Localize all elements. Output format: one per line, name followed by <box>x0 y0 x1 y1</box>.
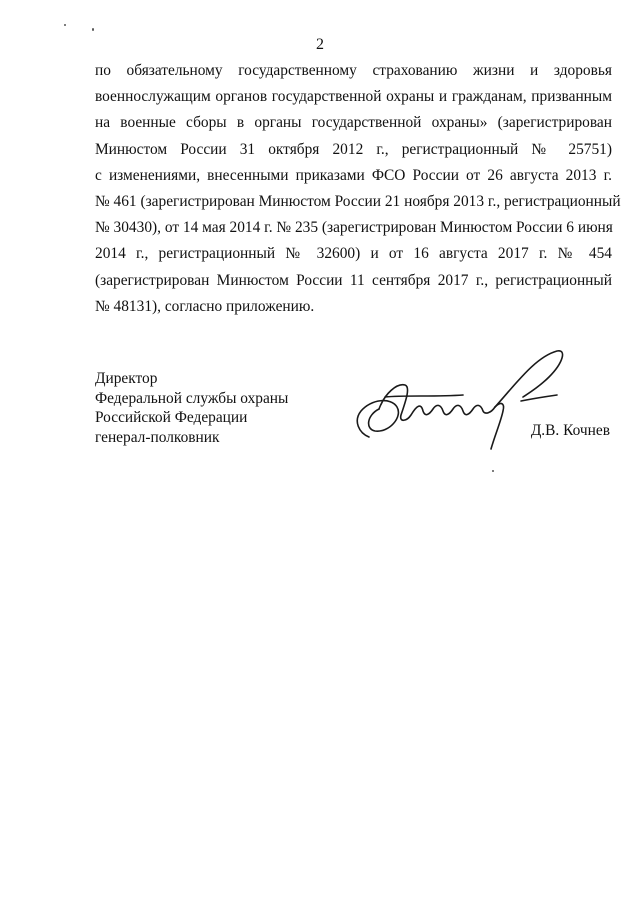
signatory-position-line: Директор <box>95 370 158 387</box>
signatory-position-line: Российской Федерации <box>95 409 248 426</box>
page-number: 2 <box>316 36 324 53</box>
body-line: военнослужащим органов государственной охраны и гражданам, призванным <box>95 88 612 106</box>
signature-stroke <box>357 401 398 437</box>
scan-speck <box>92 28 94 31</box>
signatory-position <box>95 369 288 447</box>
body-line: на военные сборы в органы государственной охраны» (зарегистрирован <box>95 114 612 132</box>
signature-stroke <box>379 385 495 421</box>
body-line: с изменениями, внесенными приказами ФСО России от 26 августа 2013 г. <box>95 166 612 184</box>
body-line: (зарегистрирован Минюстом России 11 сентября 2017 г., регистрационный <box>95 271 612 289</box>
signature-stroke <box>495 351 563 407</box>
body-line: 2014 г., регистрационный № 32600) и от 16 августа 2017 г. № 454 <box>95 245 612 263</box>
signature-stroke <box>385 395 463 397</box>
body-paragraph <box>95 58 621 320</box>
body-line: № 461 (зарегистрирован Минюстом России 21 ноября 2013 г., регистрационный <box>95 193 621 211</box>
signatory-position-line: Федеральной службы охраны <box>95 389 289 407</box>
scan-speck <box>492 470 494 472</box>
body-line: Минюстом России 31 октября 2012 г., регистрационный № 25751) <box>95 140 612 158</box>
body-line: № 48131), согласно приложению. <box>95 297 315 315</box>
signatory-name: Д.В. Кочнев <box>530 422 610 439</box>
scan-speck <box>64 24 66 26</box>
signatory-position-line: генерал-полковник <box>95 428 220 446</box>
body-line: № 30430), от 14 мая 2014 г. № 235 (зарегистрирован Минюстом России 6 июня <box>95 219 613 237</box>
body-line: по обязательному государственному страхованию жизни и здоровья <box>95 62 612 79</box>
signature-stroke <box>521 395 557 401</box>
